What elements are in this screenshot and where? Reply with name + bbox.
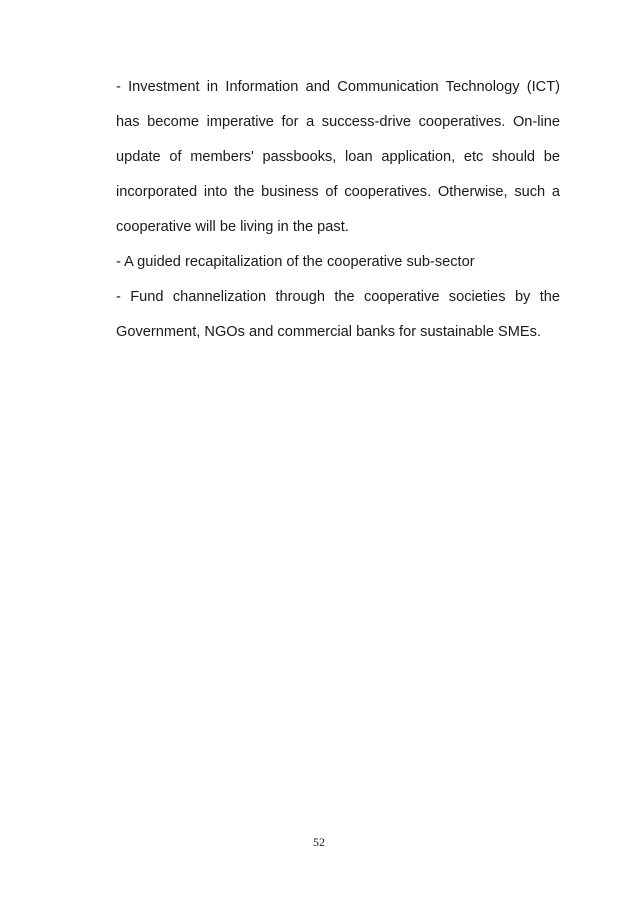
paragraph-recapitalization: - A guided recapitalization of the cooperative sub-sector [116,254,475,270]
body-text [116,70,560,350]
paragraph-ict-investment: - Investment in Information and Communication Technology (ICT) has become imperative for a success-drive cooperatives. On-line update of members' passbooks, loan application, etc should be incorporated into the business of cooperatives. Otherwise, such a cooperative will be living in the past. [116,79,560,235]
page-number: 52 [313,835,325,849]
paragraph-fund-channelization: - Fund channelization through the cooperative societies by the Government, NGOs and commercial banks for sustainable SMEs. [116,289,560,340]
